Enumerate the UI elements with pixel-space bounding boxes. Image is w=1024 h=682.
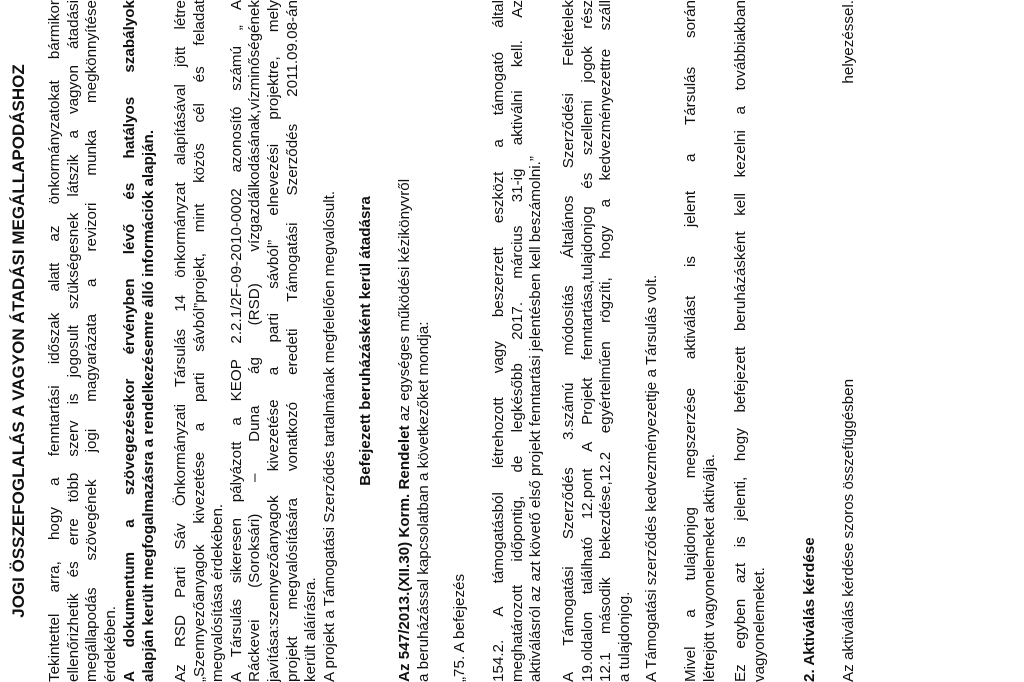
quote-heading: „75. A befejezés [451,573,468,682]
bold-line: alapján került megfogalmazásra a rendelkezésemre álló információk alapján. [139,129,157,682]
rsd-line: projekt megvalósítására vonatkozó eredeti Támogatási Szerződés 2011.09.08-án [283,0,301,682]
meaning-line: vagyonelemeket. [750,567,768,682]
rsd-line: A projekt a Támogatási Szerződés tartalmának megfelelően megvalósult. [320,190,338,682]
contract-line: A Támogatási Szerződés 3.számú módosítás Általános Szerződési Feltételek [560,0,577,682]
rsd-line: került aláírásra. [302,577,320,682]
intro-line: Tekintettel arra, hogy a fenntartási időszak alatt az önkormányzatokat bármikor [46,0,63,682]
section1-heading: Befejezett beruházásként kerül átadásra [357,196,374,486]
quote-line: aktiválásról az azt követő első projekt fenntartási jelentésben kell beszámolni.” [527,156,545,682]
contract-line: 19.oldalon található 12.pont A Projekt fenntartása,tulajdonjog és szellemi jogok rész [578,0,596,682]
section2-line: Az aktiválás kérdése szoros összefüggésben [840,378,857,682]
section2-paragraph [840,0,859,682]
document-title: JOGI ÖSSZEFOGLALÁS A VAGYON ÁTADÁSI MEGÁLLAPODÁSHOZ [9,64,28,618]
intro-paragraph [46,0,120,682]
quote-paragraph [490,0,546,682]
rsd-line: Az RSD Parti Sáv Önkormányzati Társulás 14 önkormányzat alapításával jött létre [172,0,189,682]
beneficiary-line: A Támogatási szerződés kedvezményezettje a Társulás volt. [643,274,660,682]
rsd-paragraph [172,0,339,682]
rsd-line: javítása:szennyezőanyagok kivezetése a parti sávból” elnevezési projektre, mely [264,0,282,682]
rsd-line: A Társulás sikeresen pályázott a KEOP 2.2.1/2F-09-2010-0002 azonosító számú „ A [227,0,245,682]
bold-line: A dokumentum a szövegezésekor érvényben lévő és hatályos szabályok [121,0,138,682]
rsd-line: Ráckevei (Soroksári) – Duna ág (RSD) vízgazdálkodásának,vízminőségének [246,0,264,682]
rsd-line: megvalósítása érdekében. [209,503,227,682]
decree-title: Az 547/2013.(XII.30) Korm. Rendelet [396,425,413,682]
rsd-line: „Szennyezőanyagok kivezetése a parti sávból”projekt, mint közös cél és feladat [190,0,208,682]
meaning-line: Ez egyben azt is jelenti, hogy befejezett beruházásként kell kezelni a továbbiakban [732,0,749,682]
decree-line-2: a beruházással kapcsolatban a következőket mondja: [414,321,432,682]
intro-line: megállapodás szövegének jogi magyarázata a revizori munka megkönnyítése [83,0,101,682]
bold-statement [121,0,158,682]
decree-paragraph [396,0,433,682]
decree-line [396,0,415,682]
contract-line: a tulajdonjog. [615,591,633,682]
intro-line: ellenőrizhetik és erre több szerv is jogosult szükségesnek látszik a vagyon átadási [64,0,82,682]
meaning-paragraph [732,0,769,682]
contract-paragraph [560,0,634,682]
ownership-line: létrejött vagyonelemeket aktiválja. [700,454,718,682]
quote-line: meghatározott időpontig, de legkésőbb 2017. március 31-ig aktiválni kell. Az [508,0,526,682]
section2-tail: helyezéssel. [840,0,857,84]
section2-heading: 2. Aktiválás kérdése [801,537,818,682]
quote-line: 154.2. A támogatásból létrehozott vagy beszerzett eszközt a támogató által [490,0,507,682]
decree-rest: az egységes működési kézikönyvről [396,178,413,426]
ownership-paragraph [682,0,719,682]
contract-line: 12.1 második bekezdése,12.2 egyértelműen rögzíti, hogy a kedvezményezettre száll [597,0,615,682]
intro-line: érdekében. [101,606,119,682]
ownership-line: Mivel a tulajdonjog megszerzése aktiválást is jelent a Társulás során [682,0,699,682]
